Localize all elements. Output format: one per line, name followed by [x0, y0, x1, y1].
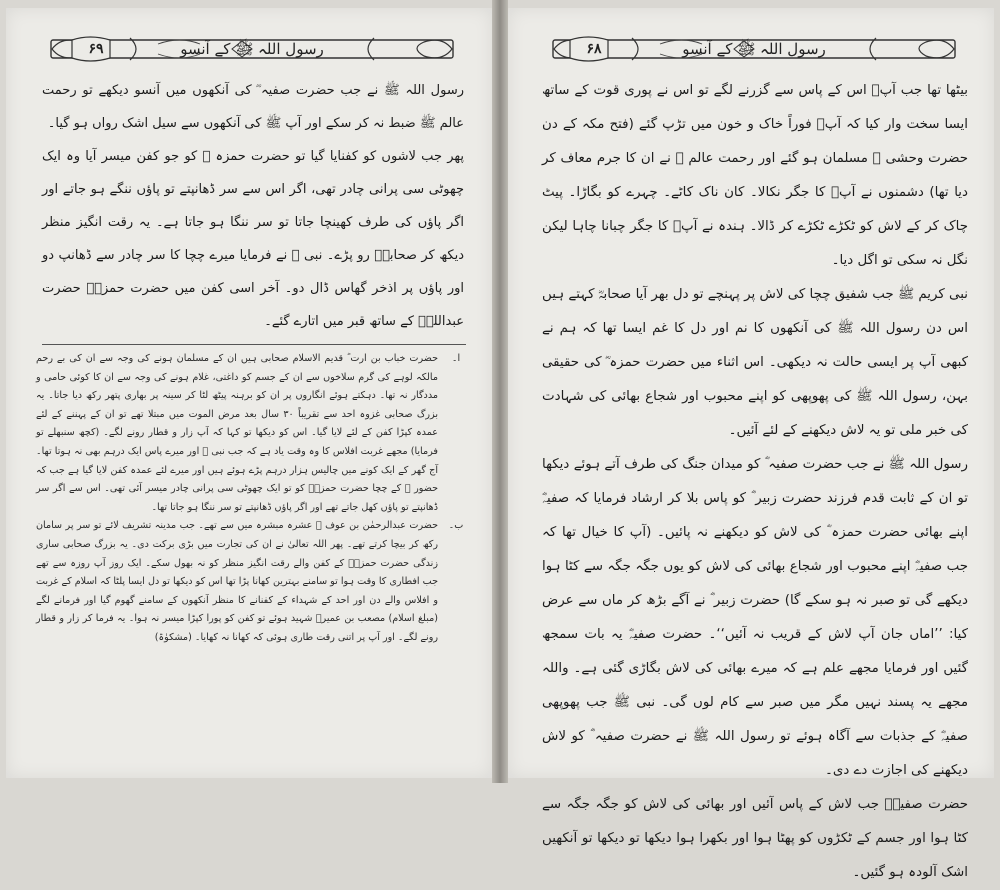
- page-number: ۶۹: [88, 41, 104, 57]
- right-page-header: [552, 34, 956, 64]
- footnote-marker: ا۔: [451, 353, 461, 364]
- footnote-divider: [42, 344, 466, 345]
- header-title: رسول اللہ ﷺ کے آنسو: [682, 40, 826, 58]
- footnote-item: [36, 350, 468, 517]
- paragraph: پھر جب لاشوں کو کفنایا گیا تو حضرت حمزہ ؓ کو جو کفن میسر آیا وہ ایک چھوٹی سی پرانی چادر تھی، اگر اس سے سر ڈھانپتے تو پاؤں ننگے ہو جاتے اور اگر پاؤں کی طرف کھینچا جاتا تو سر ننگا ہو جاتا ہے۔ یہ رقت انگیز منظر دیکھ کر صحابہؓ رو پڑے۔ نبی ﷺ نے فرمایا میرے چچا کا سر چادر سے ڈھانپ دو اور پاؤں پر اذخر گھاس ڈال دو۔ آخر اسی کفن میں حضرت حمزہؓ حضرت عبداللہؓ کے ساتھ قبر میں اتارے گئے۔: [42, 149, 464, 329]
- footnote-marker: ب۔: [448, 520, 464, 532]
- book-gutter: [492, 0, 508, 783]
- paragraph: نبی کریم ﷺ جب شفیق چچا کی لاش پر پہنچے تو دل بھر آیا صحابہؓ کہتے ہیں اس دن رسول اللہ ﷺ کی آنکھوں کا نم اور دل کا غم ایسا تھا کہ ہم نے کبھی آپ پر ایسی حالت نہ دیکھی۔ اس اثناء میں حضرت حمزہ ؓ کی حقیقی بہن، رسول اللہ ﷺ کی پھوپھی کو اپنے محبوب اور شجاع بھائی کی شہادت کی خبر ملی تو یہ لاش دیکھنے کے لئے آئیں۔: [542, 287, 968, 438]
- footnote-text: حضرت خباب بن ارت ؓ قدیم الاسلام صحابی ہیں ان کے مسلمان ہونے کی وجہ سے ان کی بے رحم مالکہ لوہے کی گرم سلاخوں سے ان کے جسم کو داغتی، غلام ہونے کی وجہ سے ان کا کوئی حامی و مددگار نہ تھا۔ دہکتے ہوئے انگاروں پر ان کو برہنہ پیٹھ لٹا کر سینہ پر بھاری پتھر رکھ دیا جاتا۔ یہ بزرگ صحابی غزوہ احد سے تقریباً ۳۰ سال بعد مرض الموت میں مبتلا تھے تو ان کے پہننے کے لئے عمدہ کپڑا کفن کے لئے لایا گیا۔ اس کو دیکھا تو کہا کہ آپ زار و قطار رونے لگے۔ (کچھ سنبھلے تو فرمایا) مجھے غربت افلاس کا وہ وقت یاد ہے کہ جب نبی ﷺ اور میرے پاس ایک درہم بھی نہ ہوتا تھا۔ آج گھر کے ایک کونے میں چالیس ہزار درہم پڑے ہوئے ہیں اور میرے لئے عمدہ کفن لایا گیا ہے جب کہ حضور ﷺ کے چچا حضرت حمزہؓ کو تو ایک چھوٹی سی پرانی چادر میسر آئی تھی۔ اس سے اگر سر ڈھانپتے تو پاؤں کھل جاتے تھے اور اگر پاؤں ڈھانپتے تو سر ننگا ہو جاتا تھا۔: [36, 353, 439, 513]
- paragraph: رسول اللہ ﷺ نے جب حضرت صفیہ ؓ کی آنکھوں میں آنسو دیکھے تو رحمت عالم ﷺ ضبط نہ کر سکے اور آپ ﷺ کی آنکھوں سے سیل اشک رواں ہو گیا۔: [42, 83, 464, 131]
- left-page-header: [50, 34, 454, 64]
- paragraph: بیٹھا تھا جب آپؐ اس کے پاس سے گزرنے لگے تو اس نے پوری قوت کے ساتھ ایسا سخت وار کیا کہ آپؐ فوراً خاک و خون میں تڑپ گئے (فتح مکہ کے دن حضرت وحشی ؓ مسلمان ہو گئے اور رحمت عالم ﷺ نے ان کا جرم معاف کر دیا تھا) دشمنوں نے آپؐ کا جگر نکالا۔ کان ناک کاٹے۔ چہرے کو بگاڑا۔ پیٹ چاک کر کے لاش کو ٹکڑے ٹکڑے کر ڈالا۔ ہندہ نے آپؐ کا جگر چبانا چاہا لیکن نگل نہ سکی تو اگل دیا۔: [542, 83, 968, 268]
- header-title: رسول اللہ ﷺ کے آنسو: [180, 40, 324, 58]
- footnotes: [36, 350, 468, 648]
- page-number: ۶۸: [586, 41, 602, 57]
- left-main-text: [42, 74, 464, 338]
- footnote-text: حضرت عبدالرحمٰن بن عوف ؓ عشرہ مبشرہ میں سے تھے۔ جب مدینہ تشریف لائے تو سر پر سامان رکھ کر بیچا کرتے تھے۔ پھر اللہ تعالیٰ نے ان کی تجارت میں بڑی برکت دی۔ یہ بزرگ صحابی ساری زندگی حضرت حمزہؓ کے کفن والے رقت انگیز منظر کو نہ بھول سکے۔ ایک روز آپ روزہ سے تھے جب افطاری کا وقت ہوا تو سامنے بہترین کھانا پڑا تھا اس کو دیکھا تو دل ایسا پلٹا کہ اسلام کے غربت و افلاس والے دن اور احد کے شہداء کے کفنانے کا منظر آنکھوں کے سامنے گھوم گیا اور فرمانے لگے (مبلغ اسلام) مصعب بن عمیرؓ شہید ہوئے تو کفن کو پورا کپڑا میسر نہ ہوا۔ یہ فرما کر زار و قطار رونے لگے۔ اور آپ پر اتنی رقت طاری ہوئی کہ کھانا نہ کھایا۔ (مشکوٰۃ): [36, 520, 438, 643]
- right-page: [508, 8, 994, 880]
- paragraph: رسول اللہ ﷺ نے جب حضرت صفیہ ؓ کو میدان جنگ کی طرف آتے ہوئے دیکھا تو ان کے ثابت قدم فرزند حضرت زبیر ؓ کو پاس بلا کر ارشاد فرمایا کہ صفیہؓ اپنے بھائی حضرت حمزہ ؓ کی لاش کو دیکھنے نہ پائیں۔ (آپ کا خیال تھا کہ جب صفیہؓ اپنے محبوب اور شجاع بھائی کی لاش کو یوں جگہ جگہ سے کٹا ہوا دیکھے گی تو صبر نہ ہو سکے گا) حضرت زبیر ؓ نے آگے بڑھ کر ماں سے عرض کیا: ’’اماں جان آپ لاش کے قریب نہ آئیں‘‘۔ حضرت صفیہؓ یہ بات سمجھ گئیں اور فرمایا مجھے علم ہے کہ میرے بھائی کی لاش بگاڑی گئی ہے۔ واللہ مجھے یہ پسند نہیں مگر میں صبر سے کام لوں گی۔ نبی ﷺ جب پھوپھی صفیہؓ کے جذبات سے آگاہ ہوئے تو رسول اللہ ﷺ نے حضرت صفیہ ؓ کو لاش دیکھنے کی اجازت دے دی۔: [542, 457, 968, 778]
- right-main-text: [542, 74, 968, 890]
- paragraph: حضرت صفیہؓ جب لاش کے پاس آئیں اور بھائی کی لاش کو جگہ جگہ سے کٹا ہوا اور جسم کے ٹکڑوں کو پھٹا ہوا اور بکھرا ہوا دیکھا تو دیکھا تو آنکھیں اشک آلودہ ہو گئیں۔: [542, 797, 968, 880]
- footnote-item: [36, 517, 468, 647]
- left-page: [6, 8, 492, 778]
